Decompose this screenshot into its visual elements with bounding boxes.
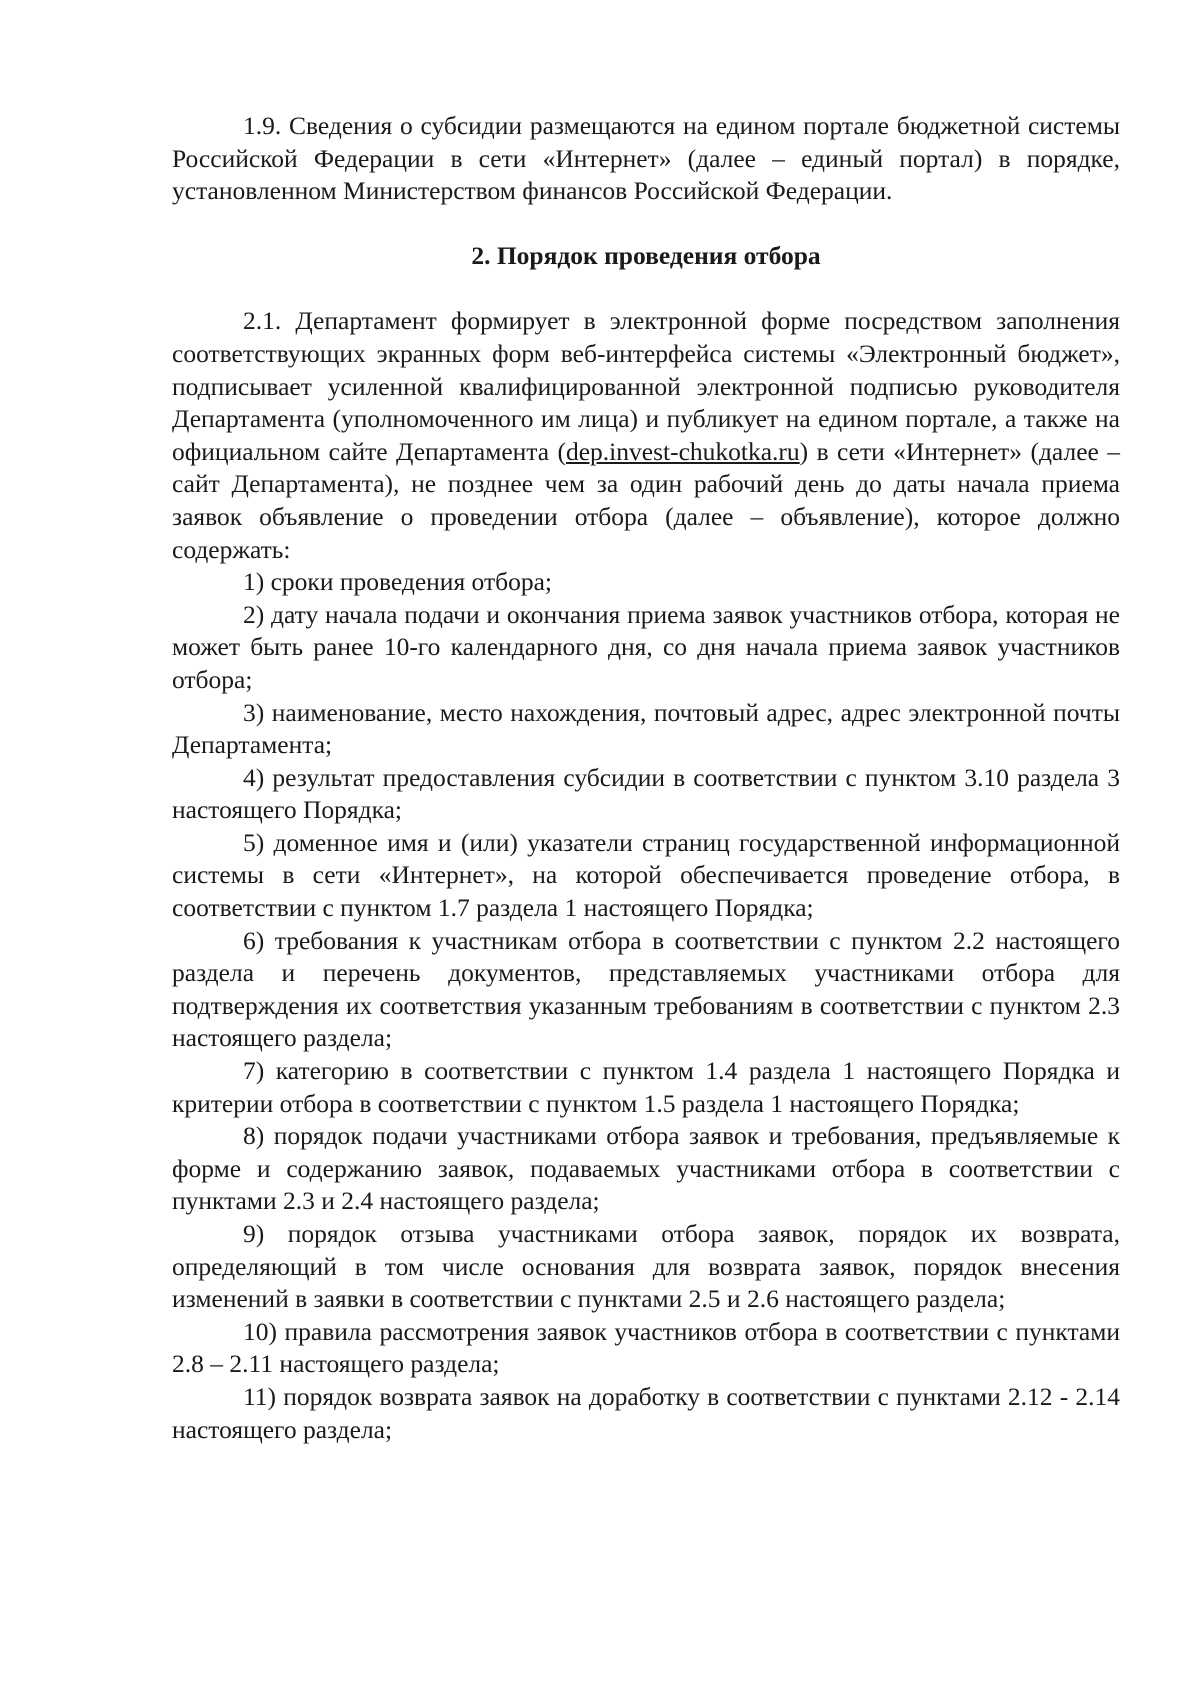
spacer bbox=[172, 272, 1120, 305]
document-body bbox=[172, 110, 1120, 1446]
department-site-link[interactable]: dep.invest-chukotka.ru bbox=[565, 436, 800, 466]
list-item: 8) порядок подачи участниками отбора заявок и требования, предъявляемые к форме и содержанию заявок, подаваемых участниками отбора в соответствии с пунктами 2.3 и 2.4 настоящего раздела; bbox=[172, 1121, 1120, 1216]
paragraph-1-9: 1.9. Сведения о субсидии размещаются на едином портале бюджетной системы Российской Федерации в сети «Интернет» (далее – единый портал) в порядке, установленном Министерством финансов Российской Федерации. bbox=[172, 111, 1120, 206]
list-item: 1) сроки проведения отбора; bbox=[243, 567, 552, 597]
list-item: 6) требования к участникам отбора в соответствии с пунктом 2.2 настоящего раздела и перечень документов, представляемых участниками отбора для подтверждения их соответствия указанным требованиям в соответствии с пунктом 2.3 настоящего раздела; bbox=[172, 925, 1120, 1053]
list-item: 10) правила рассмотрения заявок участников отбора в соответствии с пунктами 2.8 – 2.11 настоящего раздела; bbox=[172, 1316, 1120, 1379]
paragraph-2-1 bbox=[172, 305, 1120, 566]
list-item: 11) порядок возврата заявок на доработку в соответствии с пунктами 2.12 - 2.14 настоящего раздела; bbox=[172, 1381, 1120, 1444]
list-item: 2) дату начала подачи и окончания приема заявок участников отбора, которая не может быть ранее 10-го календарного дня, со дня начала приема заявок участников отбора; bbox=[172, 599, 1120, 694]
spacer bbox=[172, 208, 1120, 240]
list-item: 5) доменное имя и (или) указатели страниц государственной информационной системы в сети «Интернет», на которой обеспечивается проведение отбора, в соответствии с пунктом 1.7 раздела 1 настоящего Порядка; bbox=[172, 827, 1120, 923]
list-item: 4) результат предоставления субсидии в соответствии с пунктом 3.10 раздела 3 настоящего Порядка; bbox=[172, 762, 1120, 825]
paragraph-2-1-text-start: 2.1. Департамент формирует в электронной форме посредством заполнения соответствующих экранных форм веб-интерфейса системы «Электронный бюджет», подписывает усиленной квалифицированной электронной подписью руководителя Департамента (уполномоченного им лица) и публикует на едином портале, а также на официальном сайте Департамента ( bbox=[172, 306, 1120, 466]
section-heading: 2. Порядок проведения отбора bbox=[471, 240, 821, 270]
list-item: 7) категорию в соответствии с пунктом 1.4 раздела 1 настоящего Порядка и критерии отбора в соответствии с пунктом 1.5 раздела 1 настоящего Порядка; bbox=[172, 1056, 1120, 1118]
paragraph-2-1-text-end: ) в сети «Интернет» (далее – сайт Департамента), не позднее чем за один рабочий день до даты начала приема заявок объявление о проведении отбора (далее – объявление), которое должно содержать: bbox=[172, 436, 1120, 564]
list-item: 9) порядок отзыва участниками отбора заявок, порядок их возврата, определяющий в том числе основания для возврата заявок, порядок внесения изменений в заявки в соответствии с пунктами 2.5 и 2.6 настоящего раздела; bbox=[172, 1219, 1120, 1314]
list-item: 3) наименование, место нахождения, почтовый адрес, адрес электронной почты Департамента; bbox=[172, 697, 1120, 760]
